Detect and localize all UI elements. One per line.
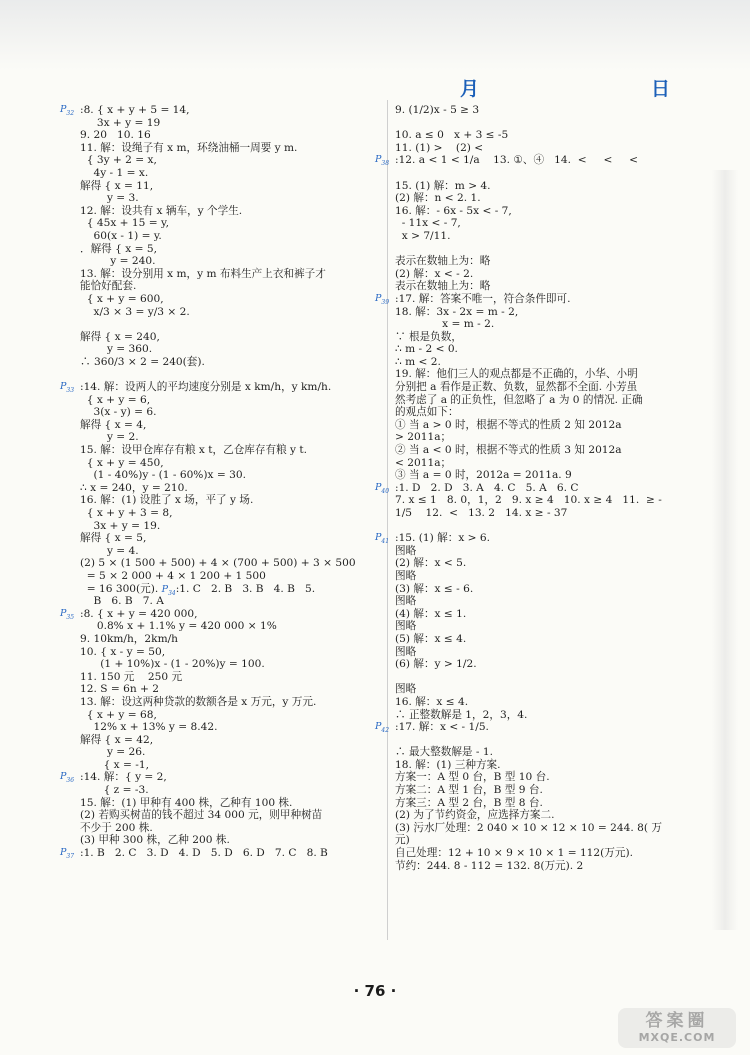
watermark-top-text: 答案圈 (645, 1011, 709, 1031)
answer-text: :15. (1) 解：x > 6. (395, 532, 491, 545)
answer-line (80, 494, 380, 507)
answer-text: x = m - 2. (395, 318, 495, 331)
answer-line (395, 734, 695, 747)
answer-line (395, 696, 695, 709)
answer-line (395, 469, 695, 482)
answer-text: 4y - 1 = x. (80, 166, 149, 179)
answer-line (395, 117, 695, 130)
page-marker: $P_{41}$ (375, 532, 390, 546)
answer-text: ∴ 正整数解是 1，2，3，4. (395, 708, 528, 721)
answer-line (395, 217, 695, 230)
answer-line (80, 331, 380, 344)
answer-line (80, 482, 380, 495)
answer-text: 表示在数轴上为：略 (395, 255, 491, 268)
answer-text: 16. 解：x ≤ 4. (395, 695, 469, 708)
answer-line (80, 217, 380, 230)
answer-line (395, 381, 695, 394)
answer-text: (2) 为了节约资金，应选择方案二. (395, 809, 555, 822)
answer-line (395, 394, 695, 407)
answer-text: 解得 { x = 42, (80, 733, 154, 746)
answer-text: y = 3. (80, 192, 139, 205)
answer-line (375, 721, 695, 734)
answer-line (395, 356, 695, 369)
answer-text: (3) 污水厂处理：2 040 × 10 × 12 × 10 = 244. 8( 万 (395, 821, 662, 834)
answer-text: 节约：244. 8 - 112 = 132. 8(万元). 2 (395, 859, 584, 872)
answer-text: 7. x ≤ 1 8. 0，1，2 9. x ≥ 4 10. x ≥ 4 11. ≥ - (395, 494, 662, 507)
answer-text: :14. 解：{ y = 2, (80, 771, 167, 784)
answer-line (80, 154, 380, 167)
answer-text: 12. S = 6n + 2 (80, 683, 159, 696)
page-marker: $P_{38}$ (375, 154, 390, 168)
answer-text: 60(x - 1) = y. (80, 229, 162, 242)
answer-text: { 3y + 2 = x, (80, 154, 157, 167)
answer-line (395, 192, 695, 205)
answer-line (395, 507, 695, 520)
answer-text: y = 26. (80, 746, 146, 759)
answer-text: :12. a < 1 < 1/a 13. ①、④ 14. < < < (395, 154, 639, 167)
answer-line (80, 280, 380, 293)
answer-text-after: :1. C 2. B 3. B 4. B 5. (175, 582, 316, 595)
answer-line (395, 822, 695, 835)
answer-text: ∴ m < 2. (395, 355, 441, 368)
answer-line (395, 142, 695, 155)
answer-line (395, 104, 695, 117)
answer-text: 解得 { x = 240, (80, 330, 160, 343)
answer-text: 解得 { x = 5, (80, 532, 147, 545)
answer-text: { x + y = 6, (80, 393, 151, 406)
answer-text: ∴ 最大整数解是 - 1. (395, 746, 493, 759)
answer-text: 15. (1) 解：m > 4. (395, 179, 491, 192)
answer-text: 3x + y = 19 (80, 116, 161, 129)
answer-line (395, 520, 695, 533)
answer-text: 16. 解：(1) 设胜了 x 场，平了 y 场. (80, 494, 254, 507)
answer-text: 表示在数轴上为：略 (395, 280, 491, 293)
answer-text: 图略 (395, 595, 417, 608)
answer-line (80, 583, 380, 596)
answer-line (80, 520, 380, 533)
answer-line (395, 771, 695, 784)
answer-line (80, 444, 380, 457)
answer-text: 12% x + 13% y = 8.42. (80, 721, 218, 734)
answer-line (395, 545, 695, 558)
page-marker: $P_{35}$ (60, 607, 75, 621)
margin-handwriting (712, 170, 738, 930)
answer-text: 方案一：A 型 0 台，B 型 10 台. (395, 771, 550, 784)
answer-line (375, 154, 695, 168)
answer-line (80, 368, 380, 381)
answer-line (60, 607, 380, 621)
answer-text: 能恰好配套. (80, 280, 137, 293)
page-marker: $P_{42}$ (375, 721, 390, 734)
answer-line (395, 583, 695, 596)
answer-line (395, 671, 695, 684)
answer-line (80, 834, 380, 847)
answer-text: 图略 (395, 620, 417, 633)
answer-line (375, 532, 695, 546)
answer-text: { x + y + 3 = 8, (80, 507, 173, 519)
answer-text: (5) 解：x ≤ 4. (395, 632, 467, 645)
answer-text: 15. 解：设甲仓库存有粮 x t，乙仓库存有粮 y t. (80, 444, 308, 457)
page-marker: $P_{39}$ (375, 292, 390, 306)
answer-text: 9. 20 10. 16 (80, 129, 151, 142)
answer-line (80, 696, 380, 709)
answer-line (80, 545, 380, 558)
answer-line (60, 104, 380, 117)
answer-line (395, 860, 695, 873)
answer-text: (1 + 10%)x - (1 - 20%)y = 100. (80, 658, 265, 671)
answer-text: x/3 × 3 = y/3 × 2. (80, 305, 190, 318)
answer-line (80, 293, 380, 306)
answer-text: ∴ 360/3 × 2 = 240(套). (80, 355, 205, 368)
answer-text: (4) 解：x ≤ 1. (395, 607, 467, 620)
answer-line (80, 192, 380, 205)
answer-text: = 5 × 2 000 + 4 × 1 200 + 1 500 (80, 569, 266, 582)
answer-text: { 45x + 15 = y, (80, 217, 169, 230)
answer-text: 19. 解：他们三人的观点都是不正确的，小华、小明 (395, 368, 638, 381)
answer-text: { x = -1, (80, 758, 149, 771)
answer-text: 图略 (395, 544, 417, 557)
answer-line (80, 180, 380, 193)
answer-text: :1. B 2. C 3. D 4. D 5. D 6. D 7. C 8. B (80, 847, 328, 860)
answer-line (395, 343, 695, 356)
answer-line (80, 243, 380, 256)
answer-text: B 6. B 7. A (80, 595, 164, 608)
site-watermark (618, 1008, 736, 1048)
answer-line (80, 595, 380, 608)
right-answer-column (375, 104, 695, 872)
answer-line (80, 746, 380, 759)
page-marker: $P_{40}$ (375, 481, 390, 495)
answer-line (80, 658, 380, 671)
answer-line (80, 734, 380, 747)
answer-text: 解得 { x = 4, (80, 418, 147, 431)
answer-line (395, 331, 695, 344)
answer-text: 图略 (395, 683, 417, 696)
answer-text: (6) 解：y > 1/2. (395, 658, 477, 671)
answer-line (395, 809, 695, 822)
answer-line (395, 646, 695, 659)
page-marker: $P_{33}$ (60, 381, 75, 394)
answer-text: 10. a ≤ 0 x + 3 ≤ -5 (395, 129, 509, 142)
answer-line (80, 671, 380, 684)
answer-line (80, 721, 380, 734)
answer-line (80, 255, 380, 268)
answer-text: 自己处理：12 + 10 × 9 × 10 × 1 = 112(万元). (395, 847, 633, 860)
answer-text: (2) 若购买树苗的钱不超过 34 000 元，则甲种树苗 (80, 809, 323, 822)
answer-text: - 11x < - 7, (395, 217, 461, 230)
answer-line (80, 129, 380, 142)
answer-line (395, 419, 695, 432)
answer-line (80, 784, 380, 797)
answer-line (395, 280, 695, 293)
answer-line (395, 557, 695, 570)
answer-text: 11. 解：设绳子有 x m，环绕油桶一周要 y m. (80, 141, 298, 154)
answer-text: (2) 5 × (1 500 + 500) + 4 × (700 + 500) + 3 × 500 (80, 557, 356, 570)
month-label: 月 (460, 78, 480, 100)
answer-line (395, 658, 695, 671)
answer-text: :17. 解：答案不唯一，符合条件即可. (395, 292, 571, 305)
answer-line (395, 230, 695, 243)
answer-text: 图略 (395, 645, 417, 658)
answer-text: 9. (1/2)x - 5 ≥ 3 (395, 104, 480, 116)
answer-line (80, 709, 380, 722)
answer-text: 18. 解：(1) 三种方案. (395, 758, 501, 771)
answer-text: 10. { x - y = 50, (80, 645, 166, 658)
answer-line (80, 759, 380, 772)
answer-line (60, 381, 380, 394)
answer-line (80, 557, 380, 570)
header-scan-smudge (0, 0, 750, 70)
answer-text: 图略 (395, 569, 417, 582)
page-marker: $P_{34}$ (161, 583, 176, 597)
answer-text: ∵ 根是负数， (395, 330, 462, 343)
answer-line (375, 481, 695, 495)
answer-text: (2) 解：n < 2. 1. (395, 192, 481, 205)
answer-text: (2) 解：x < - 2. (395, 267, 474, 280)
watermark-bottom-text: MXQE.COM (638, 1031, 716, 1044)
answer-text: (3) 甲种 300 株，乙种 200 株. (80, 834, 230, 847)
day-label: 日 (650, 78, 670, 100)
answer-line (395, 709, 695, 722)
answer-text: = 16 300(元). (80, 582, 159, 595)
answer-text: :8. { x + y = 420 000, (80, 607, 198, 620)
answer-text: 12. 解：设共有 x 辆车，y 个学生. (80, 204, 243, 217)
page-marker: $P_{36}$ (60, 771, 75, 785)
answer-line (80, 620, 380, 633)
answer-line (395, 746, 695, 759)
answer-line (80, 633, 380, 646)
answer-line (395, 129, 695, 142)
page-number: · 76 · (353, 982, 397, 1000)
answer-text: (2) 解：x < 5. (395, 557, 467, 570)
answer-line (60, 771, 380, 785)
answer-line (375, 292, 695, 306)
answer-line (80, 646, 380, 659)
answer-line (395, 431, 695, 444)
answer-line (80, 822, 380, 835)
answer-line (60, 847, 380, 860)
answer-line (395, 306, 695, 319)
answer-text: { z = -3. (80, 784, 149, 797)
answer-text: 元) (395, 834, 410, 847)
answer-text: (3) 解：x ≤ - 6. (395, 582, 474, 595)
answer-line (395, 255, 695, 268)
answer-text: 1/5 12. < 13. 2 14. x ≥ - 37 (395, 507, 568, 519)
left-answer-column (60, 104, 380, 860)
answer-line (80, 306, 380, 319)
answer-text: ③ 当 a = 0 时，2012a = 2011a. 9 (395, 469, 572, 482)
answer-line (395, 457, 695, 470)
answer-text: y = 2. (80, 431, 139, 444)
answer-line (395, 834, 695, 847)
answer-text: 方案二：A 型 1 台，B 型 9 台. (395, 784, 543, 797)
answer-text: 15. 解：(1) 甲种有 400 株，乙种有 100 株. (80, 796, 293, 809)
answer-line (80, 431, 380, 444)
answer-text: ② 当 a < 0 时，根据不等式的性质 3 知 2012a (395, 444, 622, 457)
answer-line (395, 683, 695, 696)
answer-line (80, 205, 380, 218)
answer-text: :14. 解：设两人的平均速度分别是 x km/h，y km/h. (80, 381, 332, 394)
answer-text: 3(x - y) = 6. (80, 406, 157, 419)
answer-line (80, 394, 380, 407)
answer-text: { x + y = 68, (80, 708, 157, 721)
answer-line (395, 243, 695, 256)
answer-line (395, 494, 695, 507)
page-marker: $P_{37}$ (60, 847, 75, 860)
answer-line (80, 532, 380, 545)
answer-line (80, 419, 380, 432)
answer-text: 9. 10km/h，2km/h (80, 632, 179, 645)
answer-text: 18. 解：3x - 2x = m - 2, (395, 305, 519, 318)
answer-text: (1 - 40%)y - (1 - 60%)x = 30. (80, 469, 246, 482)
answer-line (80, 268, 380, 281)
answer-text: 0.8% x + 1.1% y = 420 000 × 1% (80, 620, 277, 633)
answer-text: y = 240. (80, 255, 156, 268)
answer-text: 分别把 a 看作是正数、负数，显然都不全面. 小芳虽 (395, 381, 638, 394)
answer-line (395, 167, 695, 180)
page-marker: $P_{32}$ (60, 104, 75, 117)
answer-line (80, 457, 380, 470)
answer-line (80, 683, 380, 696)
answer-line (80, 117, 380, 130)
answer-text: ∴ x = 240，y = 210. (80, 481, 188, 494)
answer-line (80, 570, 380, 583)
answer-line (395, 847, 695, 860)
answer-line (80, 406, 380, 419)
answer-text: x > 7/11. (395, 229, 451, 242)
answer-text: :17. 解：x < - 1/5. (395, 721, 489, 734)
answer-text: 16. 解：- 6x - 5x < - 7, (395, 204, 512, 217)
answer-line (395, 318, 695, 331)
answer-text: > 2011a； (395, 431, 452, 444)
answer-line (395, 784, 695, 797)
answer-text: 方案三：A 型 2 台，B 型 8 台. (395, 796, 543, 809)
answer-text: 13. 解：设这两种贷款的数额各是 x 万元，y 万元. (80, 695, 317, 708)
answer-text: :8. { x + y + 5 = 14, (80, 104, 190, 116)
answer-text: ∴ m - 2 < 0. (395, 343, 458, 356)
answer-text: 3x + y = 19. (80, 519, 161, 532)
answer-line (395, 268, 695, 281)
answer-line (80, 167, 380, 180)
answer-text: 然考虑了 a 的正负性，但忽略了 a 为 0 的情况. 正确 (395, 393, 643, 406)
answer-line (80, 797, 380, 810)
answer-line (395, 797, 695, 810)
answer-text: 不少于 200 株. (80, 821, 153, 834)
answer-text: ① 当 a > 0 时，根据不等式的性质 2 知 2012a (395, 418, 622, 431)
answer-line (80, 318, 380, 331)
answer-line (395, 406, 695, 419)
answer-text: 13. 解：设分别用 x m，y m 布料生产上衣和裤子才 (80, 267, 326, 280)
answer-text: y = 4. (80, 544, 139, 557)
answer-line (395, 570, 695, 583)
answer-line (80, 469, 380, 482)
answer-line (395, 608, 695, 621)
answer-line (80, 809, 380, 822)
date-header (460, 74, 670, 101)
answer-text: { x + y = 600, (80, 292, 164, 305)
answer-text: ．解得 { x = 5, (80, 242, 157, 255)
answer-text: 11. 150 元 250 元 (80, 670, 183, 683)
answer-line (395, 368, 695, 381)
answer-text: 解得 { x = 11, (80, 179, 154, 192)
answer-line (395, 444, 695, 457)
answer-text: 的观点如下： (395, 406, 459, 419)
answer-line (80, 142, 380, 155)
answer-text: y = 360. (80, 343, 153, 356)
answer-line (80, 356, 380, 369)
answer-line (80, 343, 380, 356)
answer-text: { x + y = 450, (80, 456, 164, 469)
column-divider (387, 100, 388, 940)
answer-line (395, 595, 695, 608)
answer-line (395, 180, 695, 193)
answer-text: < 2011a； (395, 456, 452, 469)
answer-line (395, 620, 695, 633)
answer-line (395, 633, 695, 646)
answer-line (80, 230, 380, 243)
answer-line (80, 507, 380, 520)
answer-text: 11. (1) > (2) < (395, 141, 484, 154)
answer-line (395, 759, 695, 772)
answer-text: :1. D 2. D 3. A 4. C 5. A 6. C (395, 481, 579, 494)
answer-line (395, 205, 695, 218)
